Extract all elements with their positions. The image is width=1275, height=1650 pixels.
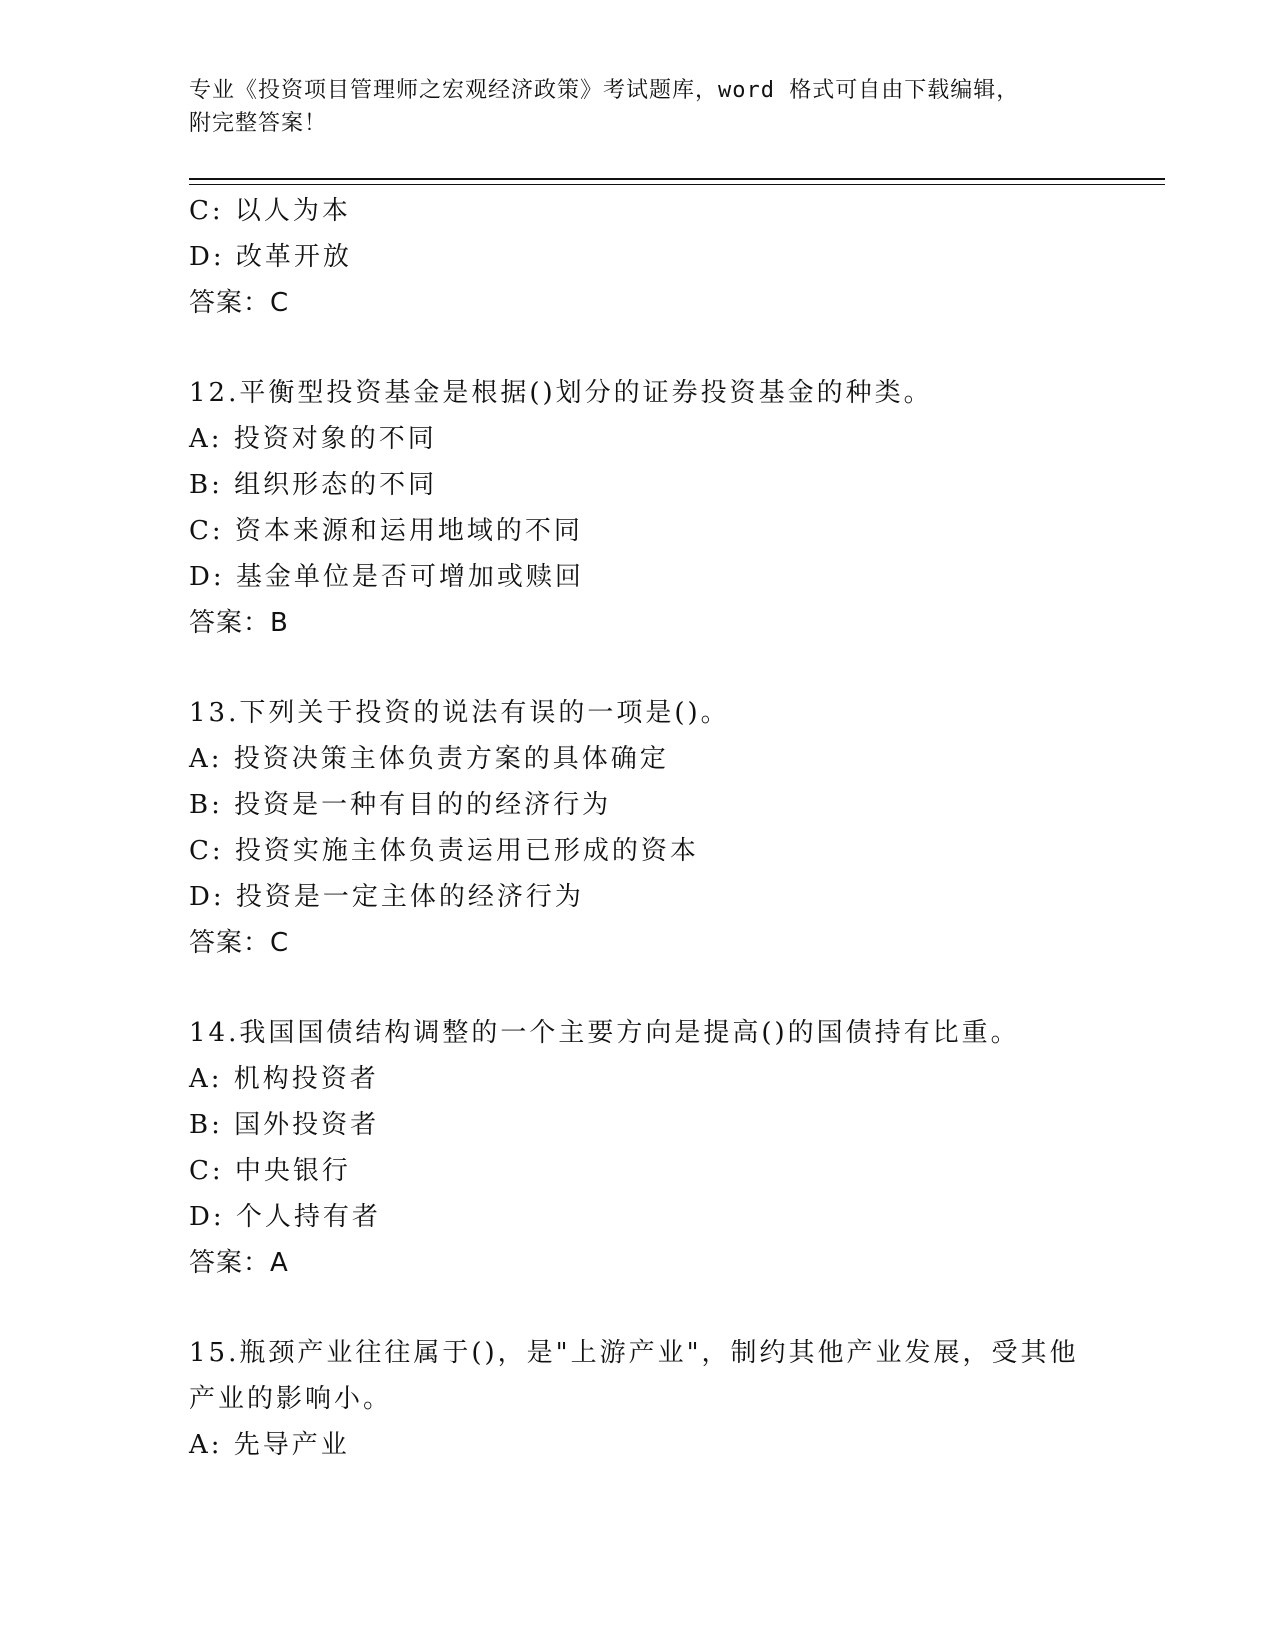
question-text: 13.下列关于投资的说法有误的一项是()。 <box>189 698 730 728</box>
header-divider-thick <box>189 178 1165 180</box>
option-a: A: 投资决策主体负责方案的具体确定 <box>189 744 669 774</box>
header-line-2: 附完整答案！ <box>189 111 328 136</box>
option-b: B: 投资是一种有目的的经济行为 <box>189 790 612 820</box>
document-header <box>189 74 1089 140</box>
question-14 <box>189 1010 1149 1286</box>
question-12 <box>189 370 1149 646</box>
option-a: A: 先导产业 <box>189 1430 350 1460</box>
question-11-continued <box>189 188 1149 326</box>
question-13 <box>189 690 1149 966</box>
header-divider-thin <box>189 184 1165 185</box>
question-text-line-1: 15.瓶颈产业往往属于()，是"上游产业"，制约其他产业发展，受其他 <box>189 1338 1079 1368</box>
answer: 答案：A <box>189 1248 289 1278</box>
option-d: D: 改革开放 <box>189 242 352 272</box>
question-content <box>189 188 1149 1468</box>
option-c: C: 以人为本 <box>189 196 351 226</box>
header-line-1: 专业《投资项目管理师之宏观经济政策》考试题库，word 格式可自由下载编辑， <box>189 78 1020 103</box>
option-b: B: 国外投资者 <box>189 1110 380 1140</box>
question-text: 12.平衡型投资基金是根据()划分的证券投资基金的种类。 <box>189 378 933 408</box>
option-a: A: 机构投资者 <box>189 1064 379 1094</box>
question-text: 14.我国国债结构调整的一个主要方向是提高()的国债持有比重。 <box>189 1018 1020 1048</box>
option-c: C: 资本来源和运用地域的不同 <box>189 516 583 546</box>
question-15 <box>189 1330 1149 1468</box>
option-a: A: 投资对象的不同 <box>189 424 437 454</box>
option-d: D: 个人持有者 <box>189 1202 381 1232</box>
option-d: D: 基金单位是否可增加或赎回 <box>189 562 584 592</box>
option-b: B: 组织形态的不同 <box>189 470 438 500</box>
option-d: D: 投资是一定主体的经济行为 <box>189 882 584 912</box>
answer: 答案：C <box>189 928 290 958</box>
option-c: C: 中央银行 <box>189 1156 351 1186</box>
option-c: C: 投资实施主体负责运用已形成的资本 <box>189 836 699 866</box>
answer: 答案：B <box>189 608 289 638</box>
question-text-line-2: 产业的影响小。 <box>189 1384 393 1414</box>
answer: 答案：C <box>189 288 290 318</box>
